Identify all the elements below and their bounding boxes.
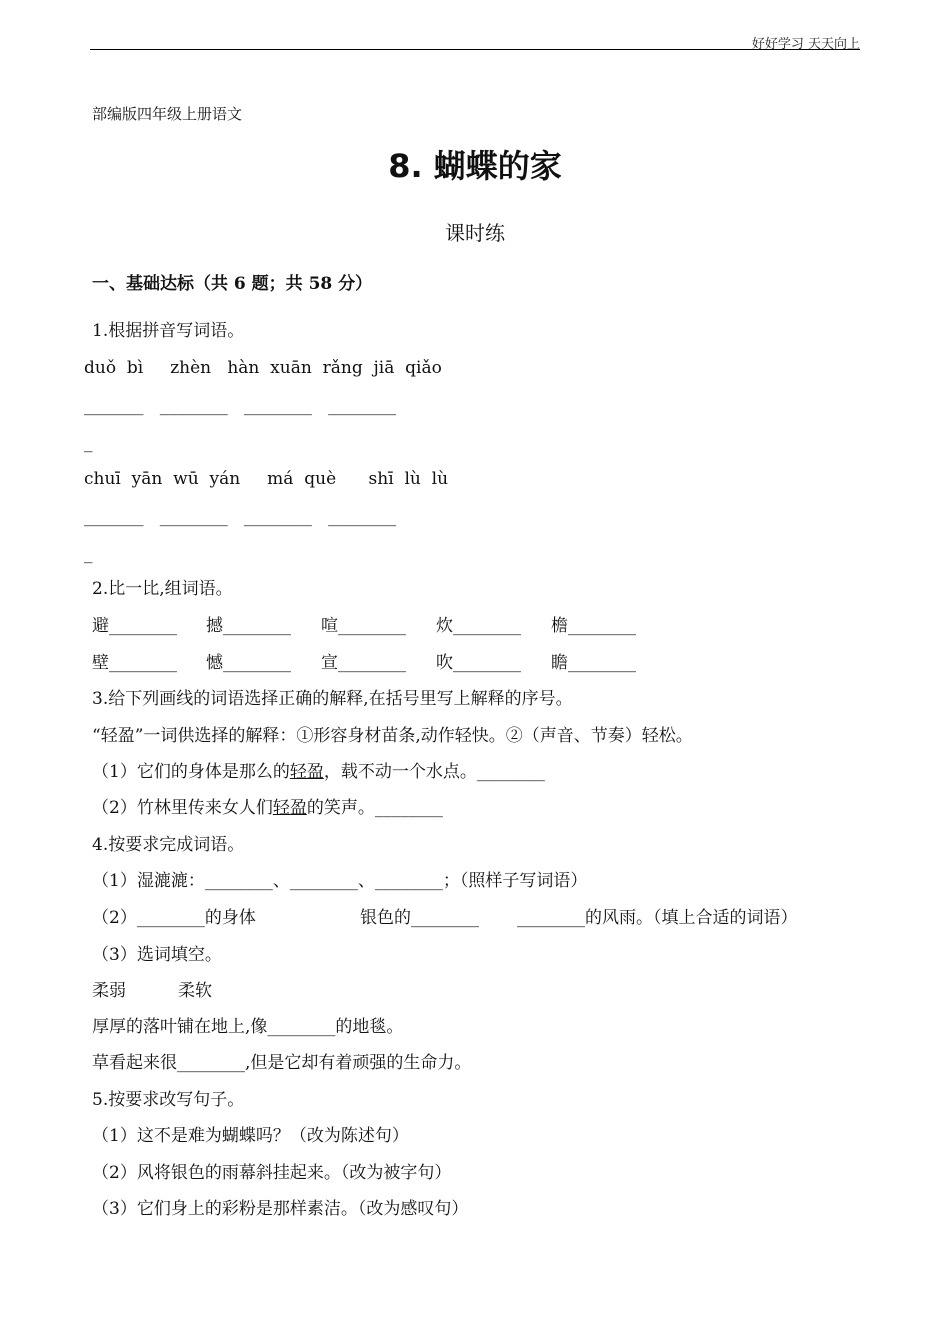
q5-item-2: （2）风将银色的雨幕斜挂起来。（改为被字句） (92, 1163, 452, 1183)
q2-item: 宣________ (321, 653, 406, 673)
q2-item: 撼________ (206, 616, 291, 636)
q3-s1-underlined-word: 轻盈 (289, 762, 324, 782)
q1-pinyin-row-2: chuī yān wū yán má què shī lù lù (84, 469, 449, 489)
q5-prompt: 5.按要求改写句子。 (92, 1090, 245, 1110)
q1-blanks-row-1: _______ ________ ________ ________ (84, 396, 397, 416)
q4-word-option-1: 柔弱 (92, 981, 126, 1001)
header-rule (90, 49, 860, 50)
grade-label: 部编版四年级上册语文 (92, 105, 243, 123)
q4-word-option-2: 柔软 (178, 981, 212, 1001)
q2-item: 喧________ (321, 616, 406, 636)
q2-item: 炊________ (436, 616, 521, 636)
q3-sentence-1 (92, 761, 545, 783)
q3-s1-pre: （1）它们的身体是那么的 (92, 762, 290, 782)
q3-s2-underlined-word: 轻盈 (272, 798, 307, 818)
q4-part-3: （3）选词填空。 (92, 945, 222, 965)
q3-options: “轻盈”一词供选择的解释：①形容身材苗条,动作轻快。②（声音、节奏）轻松。 (92, 726, 693, 746)
q3-s2-pre: （2）竹林里传来女人们 (92, 798, 273, 818)
q2-item: 吹________ (436, 653, 521, 673)
q3-s1-post: ，载不动一个水点。________ (323, 762, 545, 782)
q2-item: 瞻________ (551, 653, 636, 673)
q4-part-2c: ________的风雨。（填上合适的词语） (517, 908, 798, 928)
q3-s2-post: 的笑声。________ (306, 798, 443, 818)
q2-item: 壁________ (92, 653, 177, 673)
q2-item: 憾________ (206, 653, 291, 673)
q4-part-2a: （2）________的身体 (92, 908, 256, 928)
q1-blanks-tail-2: _ (84, 544, 93, 564)
q1-prompt: 1.根据拼音写词语。 (92, 321, 245, 341)
q3-sentence-2 (92, 797, 443, 819)
q4-fill-sentence-2: 草看起来很________,但是它却有着顽强的生命力。 (92, 1053, 472, 1073)
q4-part-2b: 银色的________ (360, 908, 479, 928)
q1-pinyin-row-1: duǒ bì zhèn hàn xuān rǎng jiā qiǎo (84, 358, 442, 378)
page-subtitle: 课时练 (445, 221, 505, 245)
q5-item-3: （3）它们身上的彩粉是那样素洁。（改为感叹句） (92, 1199, 469, 1219)
q1-blanks-tail-1: _ (84, 433, 93, 453)
header-motto: 好好学习 天天向上 (751, 37, 860, 52)
q2-item: 避________ (92, 616, 177, 636)
q1-blanks-row-2: _______ ________ ________ ________ (84, 507, 397, 527)
q4-part-1: （1）湿漉漉：________、________、________；（照样子写词语） (92, 871, 588, 891)
q2-item: 檐________ (551, 616, 636, 636)
q5-item-1: （1）这不是难为蝴蝶吗？（改为陈述句） (92, 1126, 409, 1146)
q4-fill-sentence-1: 厚厚的落叶铺在地上,像________的地毯。 (92, 1017, 404, 1037)
q3-prompt: 3.给下列画线的词语选择正确的解释,在括号里写上解释的序号。 (92, 689, 573, 709)
q2-prompt: 2.比一比,组词语。 (92, 579, 233, 599)
page-title: 8. 蝴蝶的家 (388, 147, 562, 185)
q4-prompt: 4.按要求完成词语。 (92, 835, 245, 855)
section-heading: 一、基础达标（共 6 题；共 58 分） (92, 274, 373, 294)
